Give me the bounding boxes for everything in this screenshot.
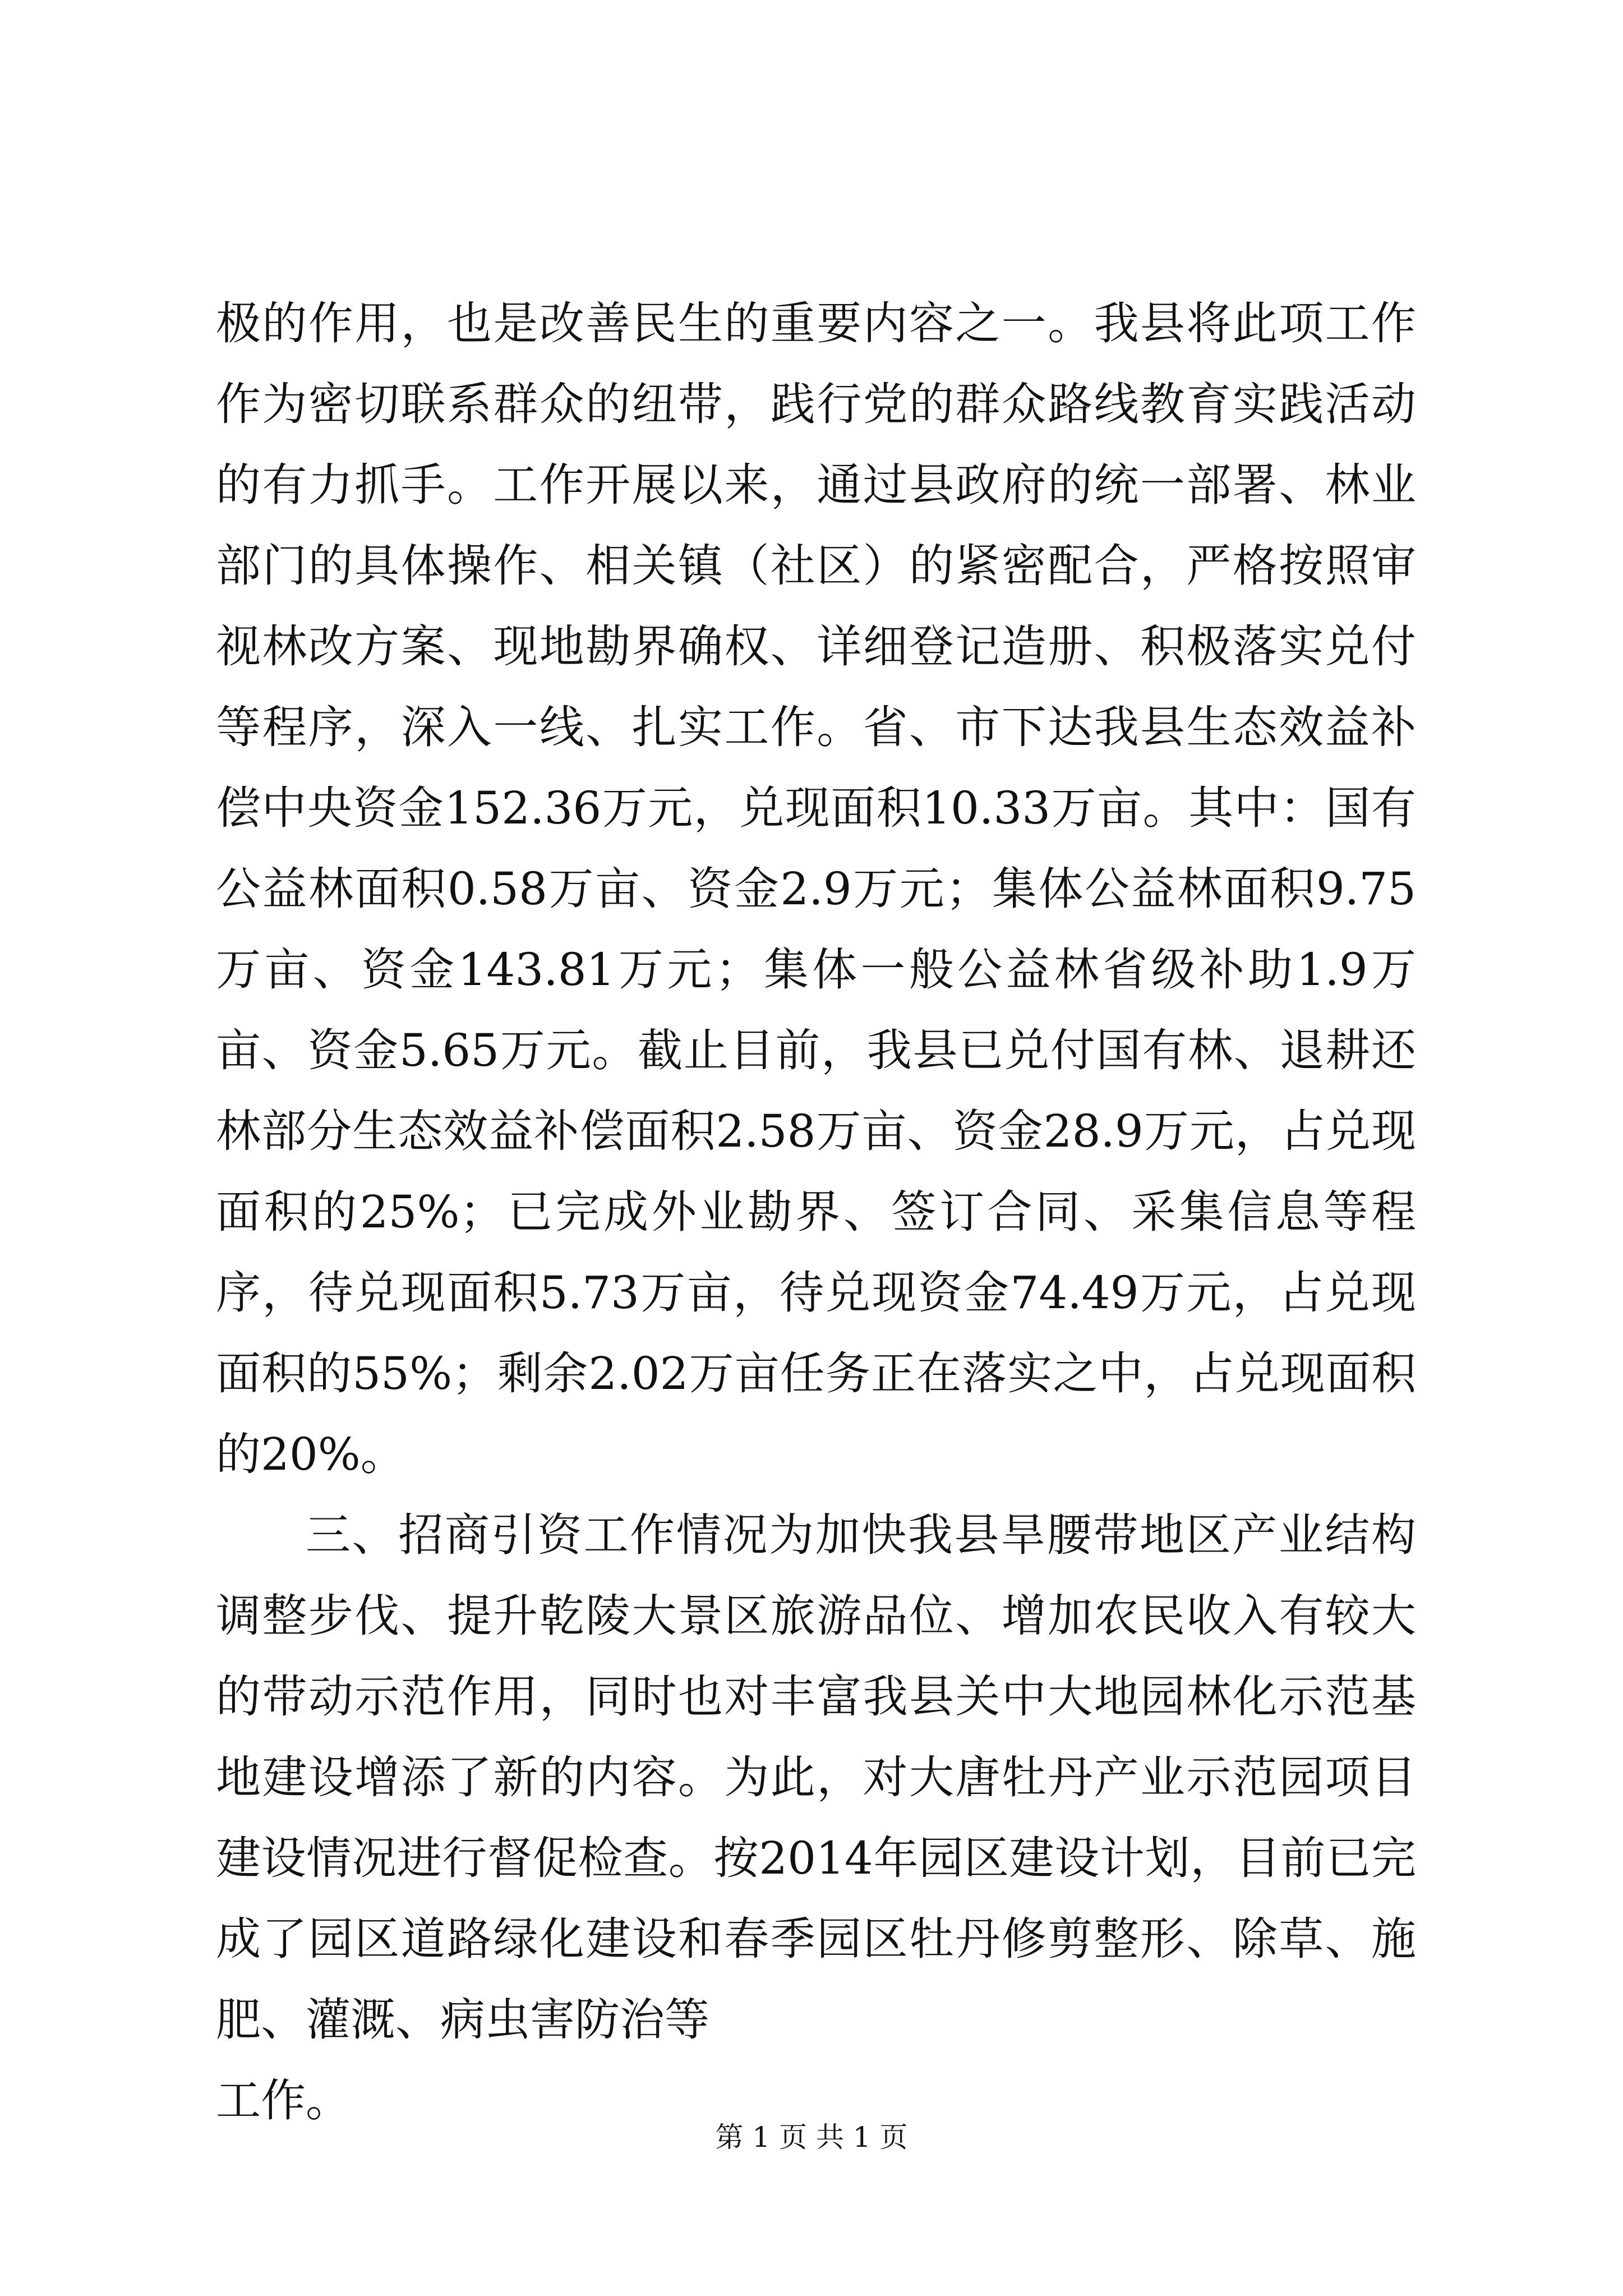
paragraph-continuation: 工作。	[216, 2074, 351, 2127]
body-text	[216, 283, 1416, 2141]
paragraph-investment-promotion: 三、招商引资工作情况为加快我县旱腰带地区产业结构调整步伐、提升乾陵大景区旅游品位、增加农民收入有较大的带动示范作用，同时也对丰富我县关中大地园林化示范基地建设增添了新的内容。为此，对大唐牡丹产业示范园项目建设情况进行督促检查。按2014年园区建设计划，目前已完成了园区道路绿化建设和春季园区牡丹修剪整形、除草、施肥、灌溉、病虫害防治等	[216, 1509, 1416, 2046]
page-number-footer: 第 1 页 共 1 页	[715, 2121, 908, 2154]
paragraph-ecological-compensation: 极的作用，也是改善民生的重要内容之一。我县将此项工作作为密切联系群众的纽带，践行党的群众路线教育实践活动的有力抓手。工作开展以来，通过县政府的统一部署、林业部门的具体操作、相关镇（社区）的紧密配合，严格按照审视林改方案、现地勘界确权、详细登记造册、积极落实兑付等程序，深入一线、扎实工作。省、市下达我县生态效益补偿中央资金152.36万元，兑现面积10.33万亩。其中：国有公益林面积0.58万亩、资金2.9万元；集体公益林面积9.75万亩、资金143.81万元；集体一般公益林省级补助1.9万亩、资金5.65万元。截止目前，我县已兑付国有林、退耕还林部分生态效益补偿面积2.58万亩、资金28.9万元，占兑现面积的25%；已完成外业勘界、签订合同、采集信息等程序，待兑现面积5.73万亩，待兑现资金74.49万元，占兑现面积的55%；剩余2.02万亩任务正在落实之中，占兑现面积的20%。	[216, 297, 1416, 1480]
